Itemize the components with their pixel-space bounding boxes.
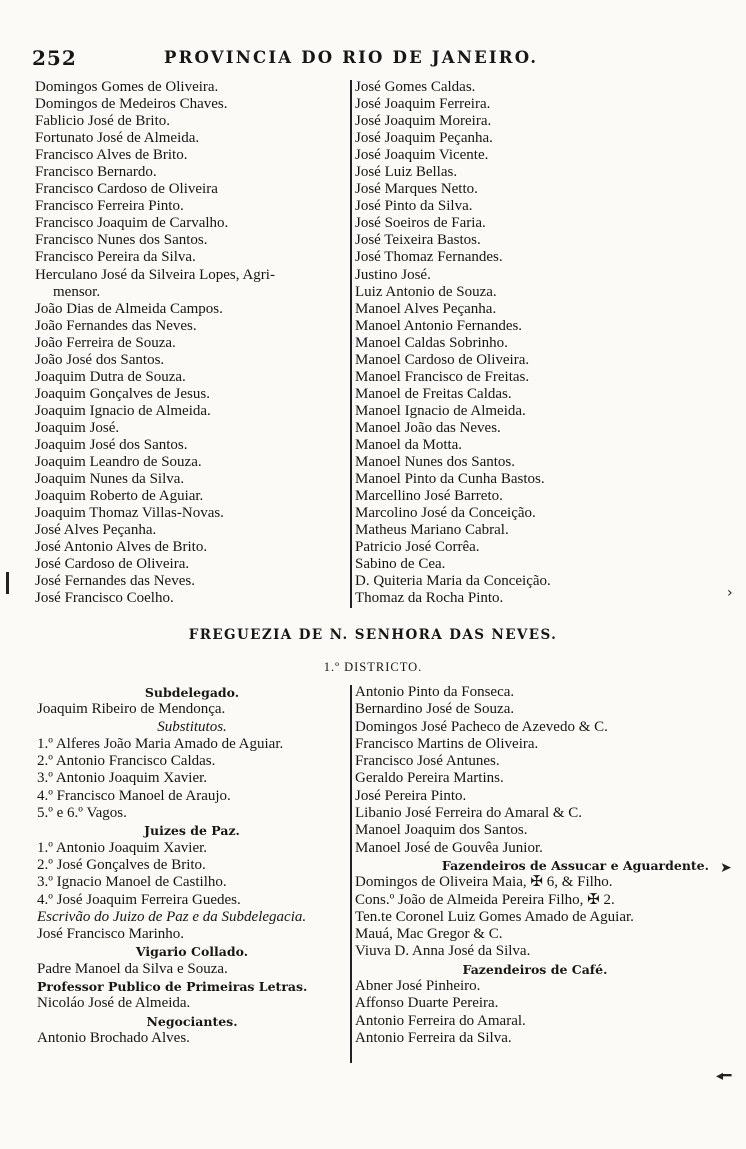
list-item: José Francisco Coelho. bbox=[35, 590, 174, 607]
list-item: Francisco Alves de Brito. bbox=[35, 147, 188, 164]
negociante-name: Libanio José Ferreira do Amaral & C. bbox=[355, 805, 583, 822]
list-item: Manoel João das Neves. bbox=[355, 419, 501, 436]
list-item: Francisco Joaquim de Carvalho. bbox=[35, 215, 229, 232]
list-item: Marcolino José da Conceição. bbox=[355, 505, 536, 522]
list-item: José Fernandes das Neves. bbox=[35, 573, 195, 590]
escrivao-name: José Francisco Marinho. bbox=[37, 926, 185, 943]
substitutos-heading: Substitutos. bbox=[157, 718, 227, 735]
list-item-continuation: mensor. bbox=[53, 283, 101, 300]
negociante-name: Bernardino José de Souza. bbox=[355, 701, 515, 718]
cafe-item: Antonio Ferreira do Amaral. bbox=[355, 1012, 526, 1029]
vigario-name: Padre Manoel da Silva e Souza. bbox=[37, 960, 228, 977]
list-item: José Soeiros de Faria. bbox=[355, 215, 486, 232]
list-item: Francisco Cardoso de Oliveira bbox=[35, 181, 218, 198]
fazendeiro-item: Domingos de Oliveira Maia, ✠ 6, & Filho. bbox=[355, 874, 613, 891]
list-item: José Alves Peçanha. bbox=[35, 522, 157, 539]
list-item: Joaquim Ignacio de Almeida. bbox=[35, 402, 211, 419]
list-item: Justino José. bbox=[355, 266, 431, 283]
list-item: José Cardoso de Oliveira. bbox=[35, 556, 190, 573]
list-item: Joaquim José. bbox=[35, 419, 120, 436]
list-item: José Pinto da Silva. bbox=[355, 198, 473, 215]
list-item: José Joaquim Ferreira. bbox=[355, 96, 491, 113]
substituto-item: 3.º Antonio Joaquim Xavier. bbox=[37, 770, 208, 787]
list-item: João Fernandes das Neves. bbox=[35, 317, 197, 334]
substituto-item: 4.º Francisco Manoel de Araujo. bbox=[37, 787, 231, 804]
negociante-name: Manoel José de Gouvêa Junior. bbox=[355, 839, 543, 856]
negociante-name: Francisco Martins de Oliveira. bbox=[355, 735, 539, 752]
list-item: José Joaquim Moreira. bbox=[355, 113, 492, 130]
negociante-name: Geraldo Pereira Martins. bbox=[355, 770, 504, 787]
bottom-right-column bbox=[355, 684, 715, 1047]
bottom-left-column bbox=[37, 684, 347, 1047]
list-item: Herculano José da Silveira Lopes, Agri- bbox=[35, 266, 275, 283]
column-rule-bottom bbox=[350, 685, 352, 1063]
list-item: Luiz Antonio de Souza. bbox=[355, 283, 497, 300]
cafe-item: Affonso Duarte Pereira. bbox=[355, 995, 499, 1012]
juizes-heading: Juizes de Paz. bbox=[144, 823, 240, 839]
list-item: Manoel Pinto da Cunha Bastos. bbox=[355, 471, 545, 488]
list-item: Manoel Caldas Sobrinho. bbox=[355, 334, 508, 351]
juiz-item: 1.º Antonio Joaquim Xavier. bbox=[37, 839, 208, 856]
margin-mark-icon: › bbox=[727, 585, 733, 601]
fazendeiro-item: Ten.te Coronel Luiz Gomes Amado de Aguiar. bbox=[355, 908, 634, 925]
list-item: Domingos de Medeiros Chaves. bbox=[35, 96, 228, 113]
juiz-item: 4.º José Joaquim Ferreira Guedes. bbox=[37, 891, 241, 908]
list-item: Manoel Antonio Fernandes. bbox=[355, 317, 523, 334]
negociante-name: Manoel Joaquim dos Santos. bbox=[355, 822, 528, 839]
list-item: Manoel Nunes dos Santos. bbox=[355, 454, 515, 471]
list-item: Manoel da Motta. bbox=[355, 436, 463, 453]
list-item: Joaquim Gonçalves de Jesus. bbox=[35, 385, 210, 402]
substituto-item: 1.º Alferes João Maria Amado de Aguiar. bbox=[37, 735, 284, 752]
list-item: Fablicio José de Brito. bbox=[35, 113, 170, 130]
list-item: Manoel Alves Peçanha. bbox=[355, 300, 497, 317]
list-item: Joaquim Thomaz Villas-Novas. bbox=[35, 505, 224, 522]
margin-arrow-icon: ◂━ bbox=[716, 1068, 732, 1084]
professor-heading: Professor Publico de Primeiras Letras. bbox=[37, 979, 308, 995]
list-item: João José dos Santos. bbox=[35, 351, 165, 368]
list-item: Patricio José Corrêa. bbox=[355, 539, 480, 556]
list-item: Francisco Bernardo. bbox=[35, 164, 157, 181]
fazendeiro-item: Cons.º João de Almeida Pereira Filho, ✠ 2. bbox=[355, 891, 615, 908]
list-item: José Antonio Alves de Brito. bbox=[35, 539, 208, 556]
negociantes-heading: Negociantes. bbox=[146, 1013, 238, 1029]
list-item: Manoel Cardoso de Oliveira. bbox=[355, 351, 530, 368]
list-item: José Gomes Caldas. bbox=[355, 79, 476, 95]
list-item: Domingos Gomes de Oliveira. bbox=[35, 79, 219, 95]
negociante-name: José Pereira Pinto. bbox=[355, 787, 467, 804]
list-item: Sabino de Cea. bbox=[355, 556, 446, 573]
negociante-name: Domingos José Pacheco de Azevedo & C. bbox=[355, 718, 608, 735]
list-item: João Ferreira de Souza. bbox=[35, 334, 176, 351]
cafe-heading: Fazendeiros de Café. bbox=[462, 961, 608, 977]
running-title: PROVINCIA DO RIO DE JANEIRO. bbox=[164, 48, 539, 67]
list-item: Joaquim Dutra de Souza. bbox=[35, 368, 186, 385]
negociante-name: Francisco José Antunes. bbox=[355, 753, 500, 770]
assucar-heading: Fazendeiros de Assucar e Aguardente. bbox=[441, 857, 709, 873]
top-left-column bbox=[35, 79, 347, 607]
list-item: Joaquim Leandro de Souza. bbox=[35, 454, 202, 471]
subdelegado-heading: Subdelegado. bbox=[144, 685, 240, 700]
substituto-item: 5.º e 6.º Vagos. bbox=[37, 805, 127, 822]
cafe-item: Abner José Pinheiro. bbox=[355, 978, 481, 995]
list-item: José Marques Netto. bbox=[355, 181, 478, 198]
top-right-column bbox=[355, 79, 715, 607]
list-item: D. Quiteria Maria da Conceição. bbox=[355, 573, 551, 590]
running-header bbox=[32, 46, 712, 72]
vigario-heading: Vigario Collado. bbox=[135, 944, 249, 960]
list-item: Matheus Mariano Cabral. bbox=[355, 522, 509, 539]
negociante-name: Antonio Brochado Alves. bbox=[37, 1029, 190, 1046]
list-item: Joaquim Nunes da Silva. bbox=[35, 471, 185, 488]
list-item: José Joaquim Peçanha. bbox=[355, 130, 493, 147]
list-item: Francisco Ferreira Pinto. bbox=[35, 198, 184, 215]
margin-arrow-icon: ➤ bbox=[720, 860, 732, 876]
list-item: José Luiz Bellas. bbox=[355, 164, 458, 181]
list-item: José Thomaz Fernandes. bbox=[355, 249, 503, 266]
professor-name: Nicoláo José de Almeida. bbox=[37, 995, 191, 1012]
juiz-item: 3.º Ignacio Manoel de Castilho. bbox=[37, 874, 227, 891]
fazendeiro-item: Mauá, Mac Gregor & C. bbox=[355, 926, 503, 943]
list-item: José Joaquim Vicente. bbox=[355, 147, 489, 164]
list-item: Thomaz da Rocha Pinto. bbox=[355, 590, 504, 607]
page-number: 252 bbox=[32, 46, 77, 70]
juiz-item: 2.º José Gonçalves de Brito. bbox=[37, 856, 206, 873]
substituto-item: 2.º Antonio Francisco Caldas. bbox=[37, 753, 216, 770]
fazendeiro-item: Viuva D. Anna José da Silva. bbox=[355, 943, 531, 960]
subdelegado-name: Joaquim Ribeiro de Mendonça. bbox=[37, 701, 226, 718]
escrivao-heading: Escrivão do Juizo de Paz e da Subdelegacia. bbox=[37, 908, 307, 925]
section-title: FREGUEZIA DE N. SENHORA DAS NEVES. bbox=[188, 627, 558, 643]
list-item: Fortunato José de Almeida. bbox=[35, 130, 200, 147]
margin-mark-icon bbox=[6, 572, 9, 594]
negociante-name: Antonio Pinto da Fonseca. bbox=[355, 684, 515, 700]
district-title: 1.º DISTRICTO. bbox=[323, 660, 423, 674]
list-item: Manoel de Freitas Caldas. bbox=[355, 385, 512, 402]
list-item: Manoel Ignacio de Almeida. bbox=[355, 402, 526, 419]
cafe-item: Antonio Ferreira da Silva. bbox=[355, 1029, 512, 1046]
list-item: Manoel Francisco de Freitas. bbox=[355, 368, 530, 385]
list-item: Joaquim Roberto de Aguiar. bbox=[35, 488, 204, 505]
list-item: João Dias de Almeida Campos. bbox=[35, 300, 223, 317]
list-item: Joaquim José dos Santos. bbox=[35, 436, 188, 453]
list-item: Marcellino José Barreto. bbox=[355, 488, 503, 505]
list-item: Francisco Pereira da Silva. bbox=[35, 249, 196, 266]
list-item: José Teixeira Bastos. bbox=[355, 232, 481, 249]
column-rule-top bbox=[350, 80, 352, 608]
list-item: Francisco Nunes dos Santos. bbox=[35, 232, 208, 249]
